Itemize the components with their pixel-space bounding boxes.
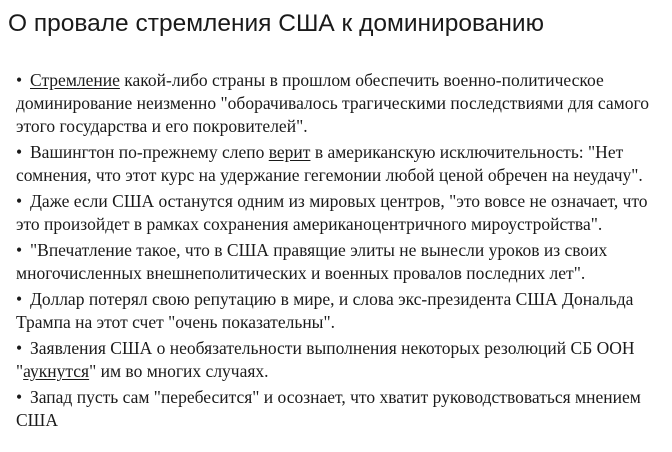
item-text-before: Вашингтон по-прежнему слепо <box>30 142 269 162</box>
link-stremlenie[interactable]: Стремление <box>30 70 120 90</box>
list-item <box>16 190 670 236</box>
list-item <box>16 69 670 138</box>
bullet-icon: • <box>16 240 23 260</box>
list-item <box>16 239 670 285</box>
list-item <box>16 386 670 432</box>
item-text-after: " им во многих случаях. <box>89 361 269 381</box>
list-item <box>16 288 670 334</box>
bullet-icon: • <box>16 191 23 211</box>
article-title: О провале стремления США к доминированию <box>8 10 544 37</box>
bullet-icon: • <box>16 289 23 309</box>
item-text: Даже если США останутся одним из мировых центров, "это вовсе не означает, что это произойдет в рамках сохранения американоцентричного мироустройства". <box>16 191 648 234</box>
item-text: Доллар потерял свою репутацию в мире, и слова экс-президента США Дональда Трампа на этот счет "очень показательны". <box>16 289 634 332</box>
list-item <box>16 337 670 383</box>
item-text: Запад пусть сам "перебесится" и осознает, что хватит руководствоваться мнением США <box>16 387 641 430</box>
list-item <box>16 141 670 187</box>
bullet-icon: • <box>16 387 23 407</box>
bullet-icon: • <box>16 70 23 90</box>
item-text-after: какой-либо страны в прошлом обеспечить военно-политическое доминирование неизменно "оборачивалось трагическими последствиями для самого этого государства и его покровителей". <box>16 70 649 136</box>
bullet-icon: • <box>16 142 23 162</box>
item-text: "Впечатление такое, что в США правящие элиты не вынесли уроков из своих многочисленных внешнеполитических и военных провалов последних лет". <box>16 240 608 283</box>
link-auknutsya[interactable]: аукнутся <box>23 361 90 381</box>
item-text-before: Заявления США о необязательности выполнения некоторых резолюций СБ ООН " <box>16 338 635 381</box>
item-text-after: в американскую исключительность: "Нет сомнения, что этот курс на удержание гегемонии любой ценой обречен на неудачу". <box>16 142 643 185</box>
link-verit[interactable]: верит <box>268 142 311 162</box>
summary-list <box>16 69 670 435</box>
bullet-icon: • <box>16 338 23 358</box>
